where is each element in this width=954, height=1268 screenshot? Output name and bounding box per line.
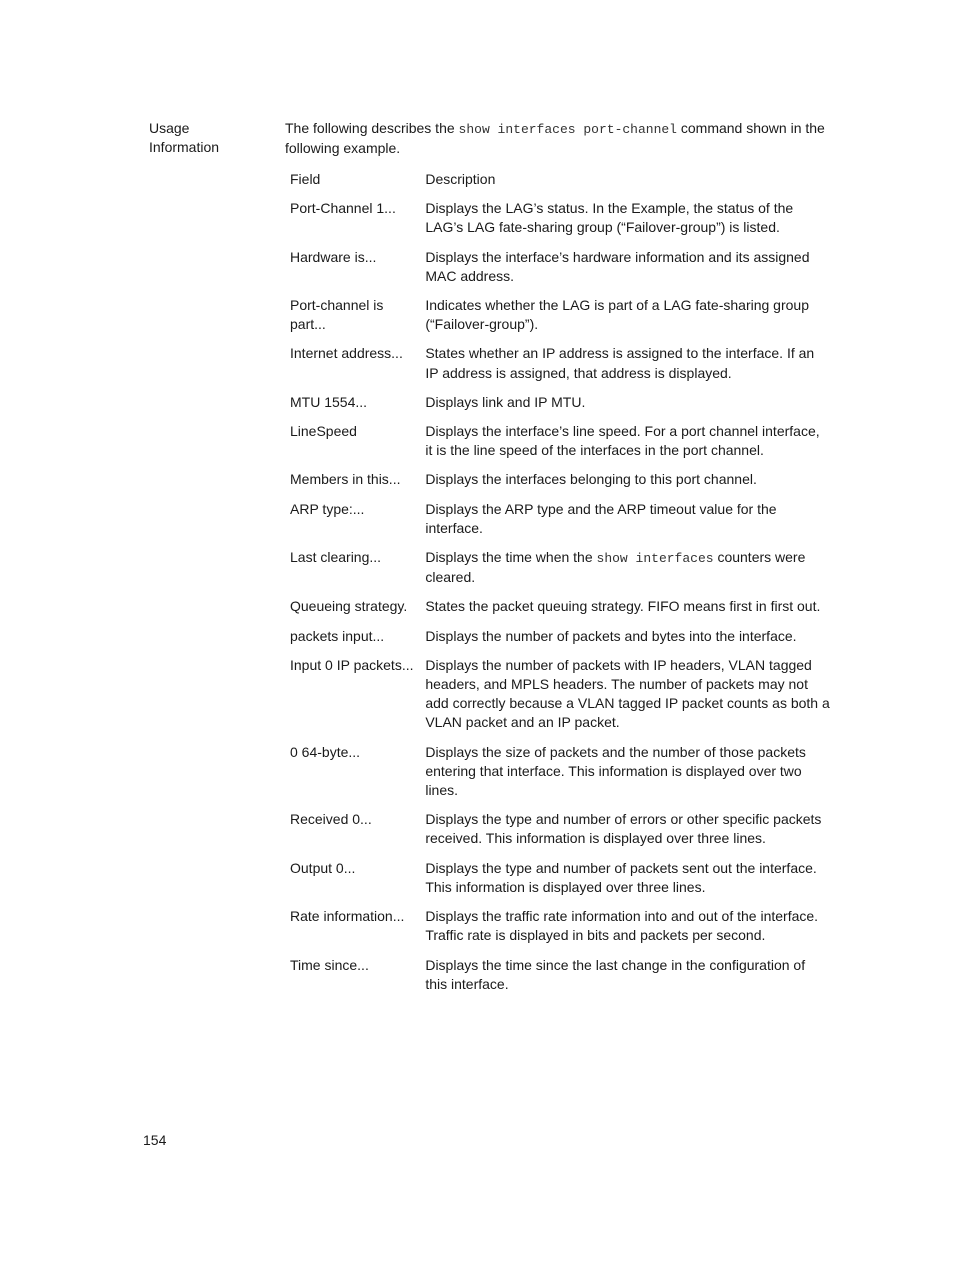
row-description: Displays link and IP MTU.: [425, 393, 586, 410]
table-row: [285, 296, 830, 344]
section-label-line1: Usage: [149, 120, 190, 136]
row-field: ARP type:...: [290, 500, 365, 517]
row-field: MTU 1554...: [290, 393, 368, 410]
table-row: [285, 859, 830, 907]
intro-paragraph: [285, 119, 845, 158]
row-description: Displays the traffic rate information into and out of the interface. Traffic rate is displayed in bits and packets per second.: [425, 908, 819, 944]
table-row: [285, 422, 830, 470]
row-description-command: show interfaces: [596, 551, 714, 567]
row-description: Displays the ARP type and the ARP timeout value for the interface.: [425, 500, 777, 536]
section-label: [149, 119, 269, 157]
field-description-table: [285, 170, 830, 1004]
row-field: 0 64-byte...: [290, 743, 361, 760]
row-field: Received 0...: [290, 811, 372, 828]
table-row: [285, 548, 830, 597]
row-description-after: counters were cleared.: [425, 549, 806, 586]
table-row: [285, 956, 830, 1004]
row-description: States the packet queuing strategy. FIFO means first in first out.: [425, 598, 821, 615]
row-field: LineSpeed: [290, 423, 357, 440]
page-number: 154: [143, 1132, 167, 1148]
header-description: Description: [425, 171, 496, 187]
row-description: Displays the LAG’s status. In the Example, the status of the LAG’s LAG fate-sharing group (“Failover-group”) is listed.: [425, 200, 794, 236]
row-field: Members in this...: [290, 471, 401, 488]
row-field: Port-channel is part...: [290, 297, 384, 333]
table-row: [285, 199, 830, 247]
row-description: [420, 548, 830, 597]
table-row: [285, 500, 830, 548]
table-row: [285, 907, 830, 955]
row-description-before: Displays the time when the: [425, 549, 597, 566]
row-description: Displays the number of packets and bytes into the interface.: [425, 627, 797, 644]
intro-command: show interfaces port-channel: [458, 122, 677, 137]
table-row: [285, 597, 830, 626]
row-description: Displays the size of packets and the number of those packets entering that interface. This information is displayed over two lines.: [425, 743, 806, 799]
row-description: Displays the time since the last change in the configuration of this interface.: [425, 956, 806, 992]
row-field: Output 0...: [290, 859, 356, 876]
row-description: Indicates whether the LAG is part of a LAG fate-sharing group (“Failover-group”).: [425, 297, 809, 333]
table-row: [285, 393, 830, 422]
table-row: [285, 810, 830, 858]
row-description: Displays the interface’s line speed. For a port channel interface, it is the line speed of the interfaces in the port channel.: [425, 423, 820, 459]
row-field: Input 0 IP packets...: [290, 656, 414, 673]
row-field: Queueing strategy.: [290, 598, 408, 615]
row-description: States whether an IP address is assigned to the interface. If an IP address is assigned, that address is displayed.: [425, 345, 815, 381]
table-row: [285, 344, 830, 392]
table-row: [285, 743, 830, 811]
table-header-row: [285, 170, 830, 199]
header-field: Field: [290, 171, 321, 187]
row-field: Port-Channel 1...: [290, 200, 396, 217]
row-field: Hardware is...: [290, 248, 377, 265]
row-description: Displays the type and number of packets sent out the interface. This information is displayed over three lines.: [425, 859, 817, 895]
section-label-line2: Information: [149, 139, 220, 156]
table-row: [285, 248, 830, 296]
intro-text-before: The following describes the: [285, 120, 459, 136]
row-field: packets input...: [290, 627, 385, 644]
row-description: Displays the interfaces belonging to this port channel.: [425, 471, 757, 488]
row-description: Displays the interface’s hardware information and its assigned MAC address.: [425, 248, 810, 284]
table-row: [285, 627, 830, 656]
row-field: Last clearing...: [290, 549, 382, 566]
row-field: Rate information...: [290, 908, 405, 925]
row-description: Displays the number of packets with IP headers, VLAN tagged headers, and MPLS headers. The number of packets may not add correctly because a VLAN tagged IP packet counts as both a VLAN packet and an IP packet.: [425, 656, 830, 731]
intro-text-after: command shown in the following example.: [285, 120, 825, 157]
table-row: [285, 470, 830, 499]
row-field: Time since...: [290, 956, 369, 973]
table-row: [285, 656, 830, 743]
row-description: Displays the type and number of errors or other specific packets received. This information is displayed over three lines.: [425, 811, 822, 847]
row-field: Internet address...: [290, 345, 403, 362]
